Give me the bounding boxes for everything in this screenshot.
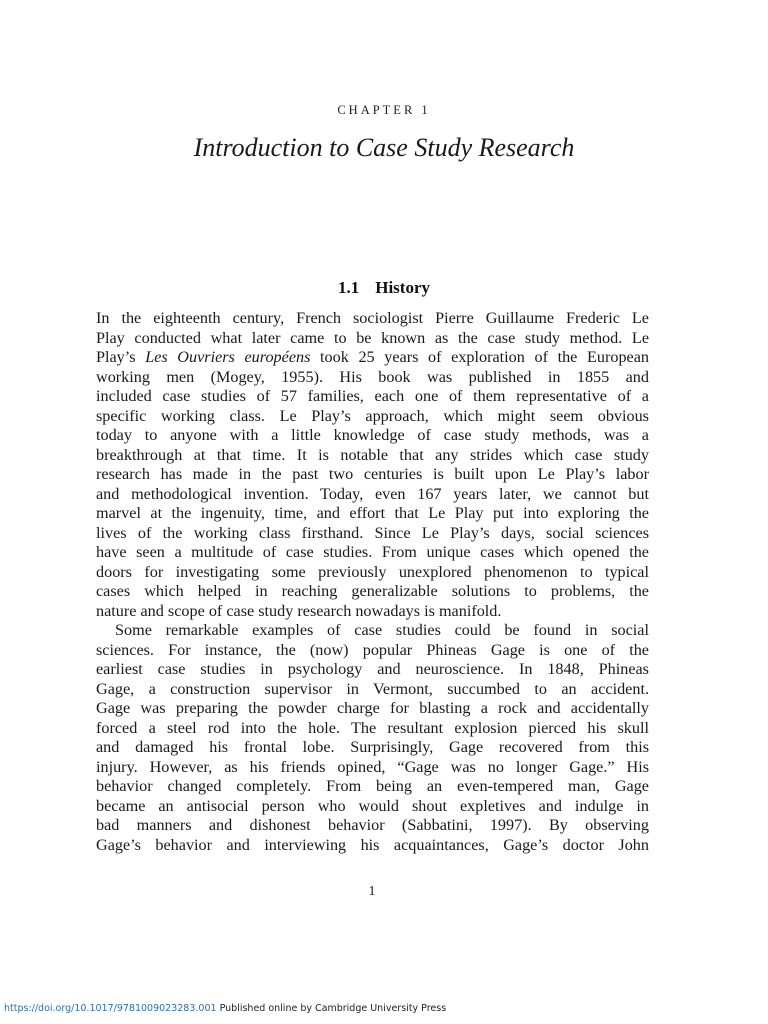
text-span: Play’s [96,348,146,366]
text-line: sciences. For instance, the (now) popular Phineas Gage is one of the [96,640,649,659]
paragraph-1 [96,309,649,621]
text-line: injury. However, as his friends opined, “Gage was no longer Gage.” His [96,757,649,776]
text-line: Gage, a construction supervisor in Vermont, succumbed to an accident. [96,679,649,698]
text-line: and methodological invention. Today, even 167 years later, we cannot but [96,484,649,503]
body-text [96,309,649,855]
text-line: bad manners and dishonest behavior (Sabbatini, 1997). By observing [96,816,649,834]
text-line: research has made in the past two centuries is built upon Le Play’s labor [96,465,649,483]
text-line: included case studies of 57 families, each one of them representative of a [96,387,649,405]
publisher-note: Published online by Cambridge University Press [216,1003,447,1014]
text-span: took 25 years of exploration of the European [310,348,649,366]
text-line: lives of the working class firsthand. Since Le Play’s days, social sciences [96,523,649,542]
text-line: today to anyone with a little knowledge of case study methods, was a [96,426,649,444]
text-line: have seen a multitude of case studies. From unique cases which opened the [96,543,649,561]
paragraph-2 [96,621,649,855]
text-line: became an antisocial person who would shout expletives and indulge in [96,796,649,815]
text-line: specific working class. Le Play’s approach, which might seem obvious [96,406,649,425]
book-title: Les Ouvriers européens [145,348,311,366]
text-line: nature and scope of case study research nowadays is manifold. [96,601,502,620]
text-line [96,348,649,368]
page-number: 1 [368,884,376,899]
section-number: 1.1 [337,278,360,297]
text-line: and damaged his frontal lobe. Surprisingly, Gage recovered from this [96,738,649,756]
text-line: working men (Mogey, 1955). His book was published in 1855 and [96,367,649,386]
text-line: earliest case studies in psychology and neuroscience. In 1848, Phineas [96,660,649,678]
text-line: doors for investigating some previously unexplored phenomenon to typical [96,562,649,581]
doi-link[interactable]: https://doi.org/10.1017/9781009023283.001 [4,1003,217,1014]
text-line: Play conducted what later came to be known as the case study method. Le [96,328,649,347]
section-heading [0,278,768,298]
text-line: Some remarkable examples of case studies could be found in social [115,621,649,639]
text-line: Gage’s behavior and interviewing his acquaintances, Gage’s doctor John [96,835,649,854]
text-line: behavior changed completely. From being an even-tempered man, Gage [96,777,649,795]
text-line: forced a steel rod into the hole. The resultant explosion pierced his skull [96,718,649,737]
text-line: cases which helped in reaching generalizable solutions to problems, the [96,582,649,600]
text-line: In the eighteenth century, French sociologist Pierre Guillaume Frederic Le [96,309,649,327]
text-line: breakthrough at that time. It is notable that any strides which case study [96,445,649,464]
text-line: Gage was preparing the powder charge for blasting a rock and accidentally [96,699,649,717]
section-title: History [375,278,431,297]
chapter-label: CHAPTER 1 [337,103,431,117]
footer [4,1003,446,1014]
chapter-title: Introduction to Case Study Research [193,133,575,162]
text-line: marvel at the ingenuity, time, and effort that Le Play put into exploring the [96,504,649,522]
